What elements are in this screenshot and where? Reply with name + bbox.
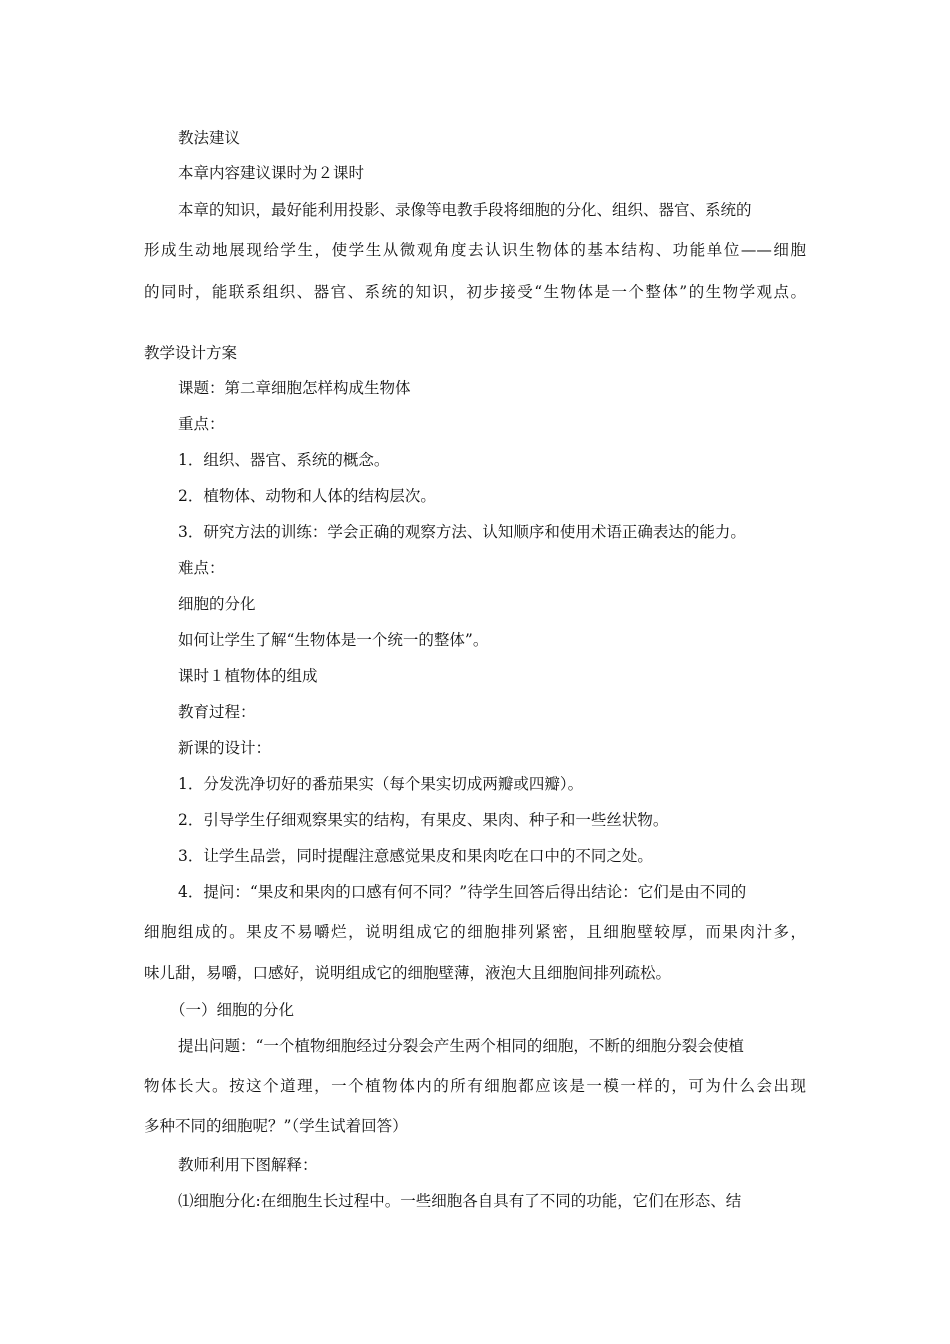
hours-line: 本章内容建议课时为２课时: [178, 164, 365, 182]
process-heading: 教育过程：: [178, 703, 256, 721]
step-4-line-2: 细胞组成的。果皮不易嚼烂，说明组成它的细胞排列紧密，且细胞壁较厚，而果肉汁多，: [144, 923, 806, 941]
step-4-line-3: 味儿甜，易嚼，口感好，说明组成它的细胞壁薄，液泡大且细胞间排列疏松。: [144, 964, 672, 982]
key-heading: 重点：: [178, 415, 225, 433]
design-heading: 教学设计方案: [144, 344, 238, 362]
step-3: 3．让学生品尝，同时提醒注意感觉果皮和果肉吃在口中的不同之处。: [178, 847, 653, 865]
lesson-heading: 课时１植物体的组成: [178, 667, 318, 685]
step-1: 1．分发洗净切好的番茄果实（每个果实切成两瓣或四瓣）。: [178, 775, 584, 793]
question-line-3: 多种不同的细胞呢？”（学生试着回答）: [144, 1117, 408, 1135]
difficulty-heading: 难点：: [178, 559, 225, 577]
difficulty-1: 细胞的分化: [178, 595, 256, 613]
question-line-2: 物体长大。按这个道理，一个植物体内的所有细胞都应该是一模一样的，可为什么会出现: [144, 1077, 806, 1095]
new-design-heading: 新课的设计：: [178, 739, 272, 757]
topic-line: 课题：第二章细胞怎样构成生物体: [178, 379, 411, 397]
differentiation-definition: ⑴细胞分化:在细胞生长过程中。一些细胞各自具有了不同的功能，它们在形态、结: [178, 1192, 742, 1210]
step-4-line-1: 4．提问：“果皮和果肉的口感有何不同？”待学生回答后得出结论：它们是由不同的: [178, 883, 747, 901]
key-point-1: 1．组织、器官、系统的概念。: [178, 451, 390, 469]
teacher-line: 教师利用下图解释：: [178, 1156, 318, 1174]
method-heading: 教法建议: [178, 129, 241, 147]
step-2: 2．引导学生仔细观察果实的结构，有果皮、果肉、种子和一些丝状物。: [178, 811, 669, 829]
section-heading: （一）细胞的分化: [170, 1001, 295, 1019]
intro-line-3: 的同时，能联系组织、器官、系统的知识，初步接受“生物体是一个整体”的生物学观点。: [144, 283, 806, 301]
key-point-2: 2．植物体、动物和人体的结构层次。: [178, 487, 436, 505]
intro-line-2: 形成生动地展现给学生，使学生从微观角度去认识生物体的基本结构、功能单位——细胞: [144, 241, 806, 259]
difficulty-2: 如何让学生了解“生物体是一个统一的整体”。: [178, 631, 489, 649]
intro-line-1: 本章的知识，最好能利用投影、录像等电教手段将细胞的分化、组织、器官、系统的: [178, 201, 752, 219]
question-line-1: 提出问题：“一个植物细胞经过分裂会产生两个相同的细胞，不断的细胞分裂会使植: [178, 1037, 744, 1055]
key-point-3: 3．研究方法的训练：学会正确的观察方法、认知顺序和使用术语正确表达的能力。: [178, 523, 746, 541]
